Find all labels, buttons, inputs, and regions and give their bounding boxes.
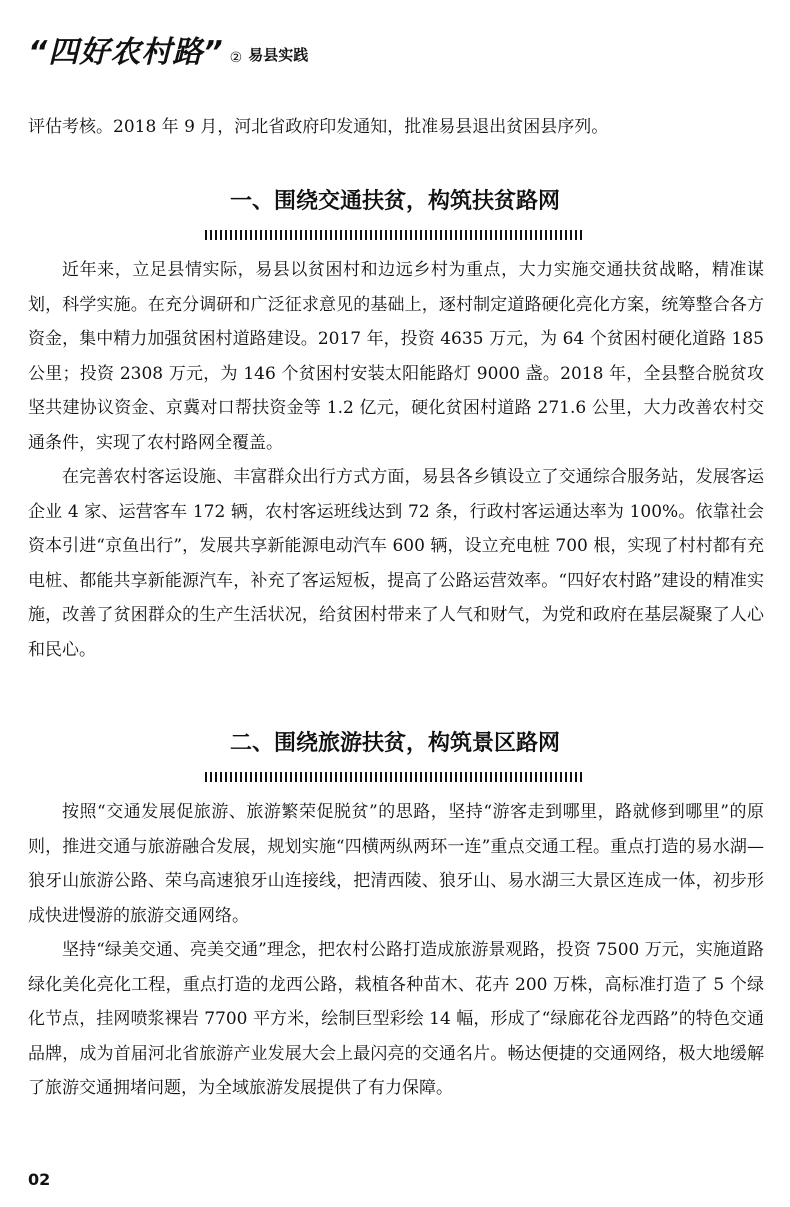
header-title: “四好农村路” (28, 35, 224, 70)
header-chapter-mark: ② (229, 50, 243, 66)
section-1-body (28, 253, 764, 667)
section-2-divider (205, 772, 585, 782)
section-1-title: 一、围绕交通扶贫，构筑扶贫路网 (229, 189, 560, 214)
section-2-paragraph-2: 坚持“绿美交通、亮美交通”理念，把农村公路打造成旅游景观路，投资 7500 万元，实施道路绿化美化亮化工程，重点打造的龙西公路，栽植各种苗木、花卉 200 万株，高标准打造了 5 个绿化节点，挂网喷浆裸岩 7700 平方米，绘制巨型彩绘 14 幅，形成了“绿廊花谷龙西路”的特色交通品牌，成为首届河北省旅游产业发展大会上最闪亮的交通名片。畅达便捷的交通网络，极大地缓解了旅游交通拥堵问题，为全域旅游发展提供了有力保障。 (28, 940, 764, 1098)
section-1-paragraph-1: 近年来，立足县情实际，易县以贫困村和边远乡村为重点，大力实施交通扶贫战略，精准谋划，科学实施。在充分调研和广泛征求意见的基础上，逐村制定道路硬化亮化方案，统筹整合各方资金，集中精力加强贫困村道路建设。2017 年，投资 4635 万元，为 64 个贫困村硬化道路 185 公里；投资 2308 万元，为 146 个贫困村安装太阳能路灯 9000 盏。2018 年，全县整合脱贫攻坚共建协议资金、京冀对口帮扶资金等 1.2 亿元，硬化贫困村道路 271.6 公里，大力改善农村交通条件，实现了农村路网全覆盖。 (28, 260, 764, 453)
page-number: 02 (28, 1170, 51, 1189)
running-header (28, 22, 768, 68)
section-1-paragraph-2: 在完善农村客运设施、丰富群众出行方式方面，易县各乡镇设立了交通综合服务站，发展客运企业 4 家、运营客车 172 辆，农村客运班线达到 72 条，行政村客运通达率为 100%。依靠社会资本引进“京鱼出行”，发展共享新能源电动汽车 600 辆，设立充电桩 700 根，实现了村村都有充电桩、都能共享新能源汽车，补充了客运短板，提高了公路运营效率。“四好农村路”建设的精准实施，改善了贫困群众的生产生活状况，给贫困村带来了人气和财气，为党和政府在基层凝聚了人心和民心。 (28, 467, 764, 660)
section-2-title: 二、围绕旅游扶贫，构筑景区路网 (229, 731, 560, 756)
section-2-paragraph-1: 按照“交通发展促旅游、旅游繁荣促脱贫”的思路，坚持“游客走到哪里，路就修到哪里”的原则，推进交通与旅游融合发展，规划实施“四横两纵两环一连”重点交通工程。重点打造的易水湖—狼牙山旅游公路、荣乌高速狼牙山连接线，把清西陵、狼牙山、易水湖三大景区连成一体，初步形成快进慢游的旅游交通网络。 (28, 802, 764, 926)
section-2-body (28, 795, 764, 1106)
intro-block (28, 110, 764, 145)
section-1-divider (205, 230, 585, 240)
header-subtitle: 易县实践 (248, 46, 309, 64)
intro-paragraph: 评估考核。2018 年 9 月，河北省政府印发通知，批准易县退出贫困县序列。 (28, 117, 609, 137)
